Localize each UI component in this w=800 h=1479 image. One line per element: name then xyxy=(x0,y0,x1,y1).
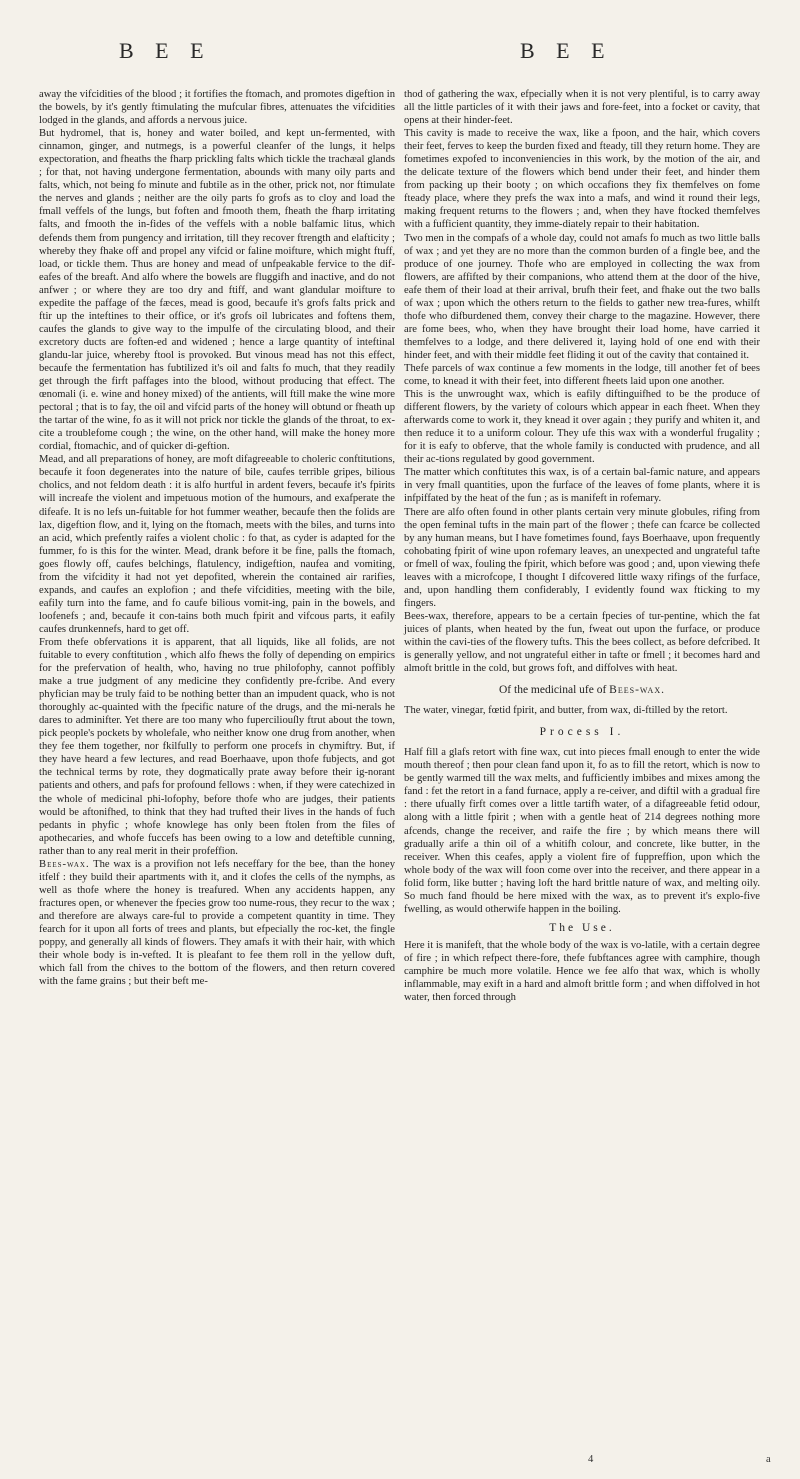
paragraph: away the vifcidities of the blood ; it fortifies the ftomach, and promotes digeftion in the bowels, by it's gently ftimulating the mufcular fibres, attenuates the vifcidities lodged in the glands, and affords a nervous juice. xyxy=(39,89,395,127)
paragraph: Bees-wax, therefore, appears to be a certain fpecies of tur-pentine, which the fat juices of plants, when heated by the fun, fweat out upon the furface, or produce within the cavi-ties of the flowery tufts. This the bees collect, as before defcribed. It is generally yellow, and not ungrateful either in tafte or fmell ; it becomes hard and almoft brittle in the cold, but grows foft, and diffolves with heat. xyxy=(404,610,760,675)
process-text: Half fill a glafs retort with fine wax, cut into pieces fmall enough to enter the wide mouth thereof ; then pour clean fand upon it, fo as to fill the retort, which is now to be gently warmed till the wax melts, and fufficiently imbibes and mixes among the fand : fet the retort in a fand furnace, apply a re-ceiver, and diftil with a gradual fire : there ufually firft comes over a little tartifh water, of a difagreeable fetid odour, along with a little fpirit ; when with a gentle heat of 214 degrees nothing more afcends, change the receiver, and raife the fire ; by which means there will gradually arife a thin oil of a whitifh colour, and concrete, like butter, in the receiver. When this ceafes, apply a violent fire of fuppreffion, upon which the whole body of the wax will foon come over into the receiver, and there appear in a folid form, like butter ; having loft the hard brittle nature of wax, and melting oily. So much fand fhould be here mixed with the wax, as to prevent it's explo-five fwelling, as would otherwife happen in the boiling. xyxy=(404,747,760,915)
catchword: a xyxy=(766,1454,771,1465)
right-column xyxy=(404,88,760,1004)
paragraph: Mead, and all preparations of honey, are moft difagreeable to choleric conftitutions, becaufe it foon degenerates into the nature of bile, caufes terrible gripes, bilious cholics, and not feldom death : it is alfo hurtful in ardent fevers, becaufe it's fpirits will increafe the violent and impetuous motion of the humours, and exafperate the difeafe. It is no lefs un-fuitable for hot fummer weather, becaufe then the folids are lax, digeftion flow, and it, lying on the ftomach, meets with the biles, and turns into an acid, which prefently raifes a violent cholic : fo that, as cyder is adapted for the fummer, fo is this for the winter. Mead, drank before it be fine, palls the ftomach, goes flowly off, caufes belchings, flatulency, indigeftion, naufea and vomiting, from the vifcidity it had not yet depofited, wherein the contained air rarifies, expands, and caufes an explofion ; and thefe vifcidities, meeting with the bile, eafily turn into the fame, and fo caufe bilious vomit-ing, pain in the bowels, and loofenefs ; and, becaufe it con-tains both much fpirit and vifcous parts, it eafily caufes drunkennefs, hard to get off. xyxy=(39,454,395,635)
use-text: Here it is manifeft, that the whole body of the wax is vo-latile, with a certain degree of fire ; in which refpect there-fore, thefe fubftances agree with camphire, though camphire be much more volatile. Hence we fee alfo that wax, which is wholly inflammable, may exift in a hard and almoft brittle form ; and when diffolved in hot water, then forced through xyxy=(404,939,760,1004)
bees-wax-entry xyxy=(39,858,395,988)
running-head-left: B E E xyxy=(119,38,212,63)
use-heading: The Use. xyxy=(549,921,615,934)
paragraph: This cavity is made to receive the wax, like a fpoon, and the hair, which covers their feet, ferves to keep the burden fixed and fteady, till they return home. They are fometimes expofed to inconveniencies in this work, by the motion of the air, and the delicate texture of the flowers which bend under their feet, and hinder them from packing up their booty ; on which occafions they fix themfelves on fome fteady place, where they prefs the wax into a mafs, and wind it round their legs, making frequent returns to the flowers ; and, when they have ftocked themfelves with a fufficient quantity, they imme-diately repair to their habitation. xyxy=(404,128,760,231)
paragraph: The water, vinegar, fœtid fpirit, and butter, from wax, di-ftilled by the retort. xyxy=(404,705,728,717)
left-column xyxy=(39,88,395,988)
paragraph: Thefe parcels of wax continue a few moments in the lodge, till another fet of bees come, to knead it with their feet, into different fheets laid upon one another. xyxy=(404,362,760,388)
paragraph: Two men in the compafs of a whole day, could not amafs fo much as two little balls of wax ; and yet they are no more than the common burden of a fingle bee, and the produce of one journey. Thofe who are employed in collecting the wax from flowers, are affifted by their companions, who attend them at the door of the hive, eafe them of their load at their arrival, brufh their feet, and fhake out the two balls of wax ; upon which the others return to the fields to gather new trea-fures, whilft thofe who difburdened them, convey their charge to the magazine. However, there are fome bees, who, when they have brought their load home, have carried it themfelves to a lodge, and there delivered it, laying hold of one end with their hinder feet, and with their middle feet fliding it out of the cavity that contained it. xyxy=(404,232,760,361)
signature-mark: 4 xyxy=(588,1454,594,1465)
paragraph: There are alfo often found in other plants certain very minute globules, rifing from the open feminal tufts in the main part of the flower ; thefe can fcarce be collected by any human means, but I have fometimes found, fays Boerhaave, upon frequently cohobating fpirit of wine upon rofemary leaves, an unexpected and ungrateful tafte or fmell of wax, fouling the fpirit, which before was good ; and, upon viewing thefe leaves with a microfcope, I thought I difcovered little waxy rifings of the furface, and, upon handling them confiderably, I evidently found wax fticking to my fingers. xyxy=(404,506,760,609)
paragraph: But hydromel, that is, honey and water boiled, and kept un-fermented, with cinnamon, ginger, and nutmegs, is a powerful cleanfer of the lungs, it helps expectoration, and fheaths the fharp prickling falts which tickle the trachæal glands ; for that, not having undergone fermentation, abounds with many oily parts and falts, which, not being fo minute and fubtile as in the other, prick not, nor ftimulate the nerves and glands ; neither are the oily parts fo grofs as to cloy and load the fmall veffels of the lungs, but foften and fmooth them, fheath the fharp irritating falts, and fmooth the in-fides of the veffels with a noble balfamic litus, which defends them from pungency and irritation, till they recover ftrength and elafticity ; whereby they fhake off and propel any vifcid or faline moifture, which might ftuff, load, or tickle them. Thus are honey and mead of unfpeakable fervice to the dif-eafes of the breaft. And alfo where the bowels are fluggifh and inactive, and do not anfwer ; or where they are too dry and ftiff, and want glandular moifture to expedite the paffage of the fæces, mead is good, becaufe it's grofs falts prick and ftir up the inteftines to their office, or it's grofs oil lubricates and foftens them, caufes the glands to give way to the impulfe of the circulating blood, and their excretory ducts are foften-ed and widened ; hence a large quantity of inteftinal glandu-lar juice, whereby ftool is provoked. But vinous mead has not this effect, becaufe the fermentation has fubtilized it's oil and falts fo much, that they readily get through the firft paffages into the blood, without producing that effect. The œnomali (i. e. wine and honey mixed) of the antients, will ftill make the wine more pectoral ; that is to fay, the oil and vifcid parts of the honey will obtund or fheath up the tartar of the wine, fo as it will not prick nor tickle the glands of the throat, to ex-cite a troublefome cough ; the wine, on the other hand, will make the honey more cordial, ftomachic, and of quicker di-geftion. xyxy=(39,128,395,453)
paragraph: This is the unwrought wax, which is eafily diftinguifhed to be the produce of different flowers, by the variety of colours which appear in each fheet. When they afterwards come to work it, they knead it over again ; they purify and whiten it, and then reduce it to a uniform colour. They ufe this wax with a wonderful frugality ; for it is eafy to obferve, that the whole family is conducted with prudence, and all their ac-tions regulated by good government. xyxy=(404,389,760,466)
paragraph: thod of gathering the wax, efpecially when it is not very plentiful, is to carry away all the little particles of it with their jaws and fore-feet, into a focket or cavity, that opens at their hinder-feet. xyxy=(404,89,760,127)
paragraph: From thefe obfervations it is apparent, that all liquids, like all folids, are not fuitable to every conftitution , which alfo fhews the folly of depending on empirics for the prefervation of health, who, having no true philofophy, cannot poffibly make a true judgment of any medicine they confidently pre-fcribe. And every phyfician may be truly faid to be nothing better than an impudent quack, who is not thoroughly ac-quainted with the fpecific nature of the drugs, and the mi-nerals he dares to adminifter. Yet there are too many who fuperciliouſly ftrut about the town, pick people's pockets by wholefale, who neither know one drug from another, when they fee them together, nor fkilfully to perform one procefs in chymiftry. But, if they have heard a few lectures, and read Boerhaave, upon thofe fubjects, and got the technical terms by rote, they dogmatically prate away before their ig-norant patients and others, and pafs for profound fellows : when, if they were catechized in the whole of medicinal phi-lofophy, before thofe who are judges, their patients would be aftonifhed, to think that they had trufted their lives in the hands of fuch pedants in phyfic ; whofe knowlege has only been ftolen from the files of apothecaries, and whofe fuccefs has been owing to a low and deteftible cunning, rather than to any real merit in their profeffion. xyxy=(39,636,395,857)
entry-text: The wax is a provifion not lefs neceffary for the bee, than the honey itfelf : they build their apartments with it, and it clofes the cells of the nymphs, as well as thofe where the honey is treafured. When any accidents happen, any fractures open, or whenever the fpecies grow too nume-rous, they recur to the wax ; and therefore are always care-ful to provide a competent quantity in time. They fearch for it upon all forts of trees and plants, but efpecially the roc-ket, the fingle poppy, and generally all kinds of flowers. They amafs it with their hair, with which their whole body is in-vefted. It is pleafant to fee them roll in the yellow duft, which fall from the chives to the bottom of the flowers, and then return covered with the fame grains ; but their beft me- xyxy=(39,858,395,988)
heading-term: Bees-wax. xyxy=(609,684,665,697)
entry-term: Bees-wax. xyxy=(39,858,90,870)
paragraph: The matter which conftitutes this wax, is of a certain bal-famic nature, and appears in very fmall quantities, upon the furface of the leaves of fome plants, where it is infpiffated by the heat of the fun ; as is manifeft in rofemary. xyxy=(404,467,760,505)
section-heading xyxy=(404,684,760,697)
heading-prefix: Of the medicinal ufe of xyxy=(499,684,610,697)
running-head-right: B E E xyxy=(520,38,613,63)
process-heading: Process I. xyxy=(539,726,625,739)
